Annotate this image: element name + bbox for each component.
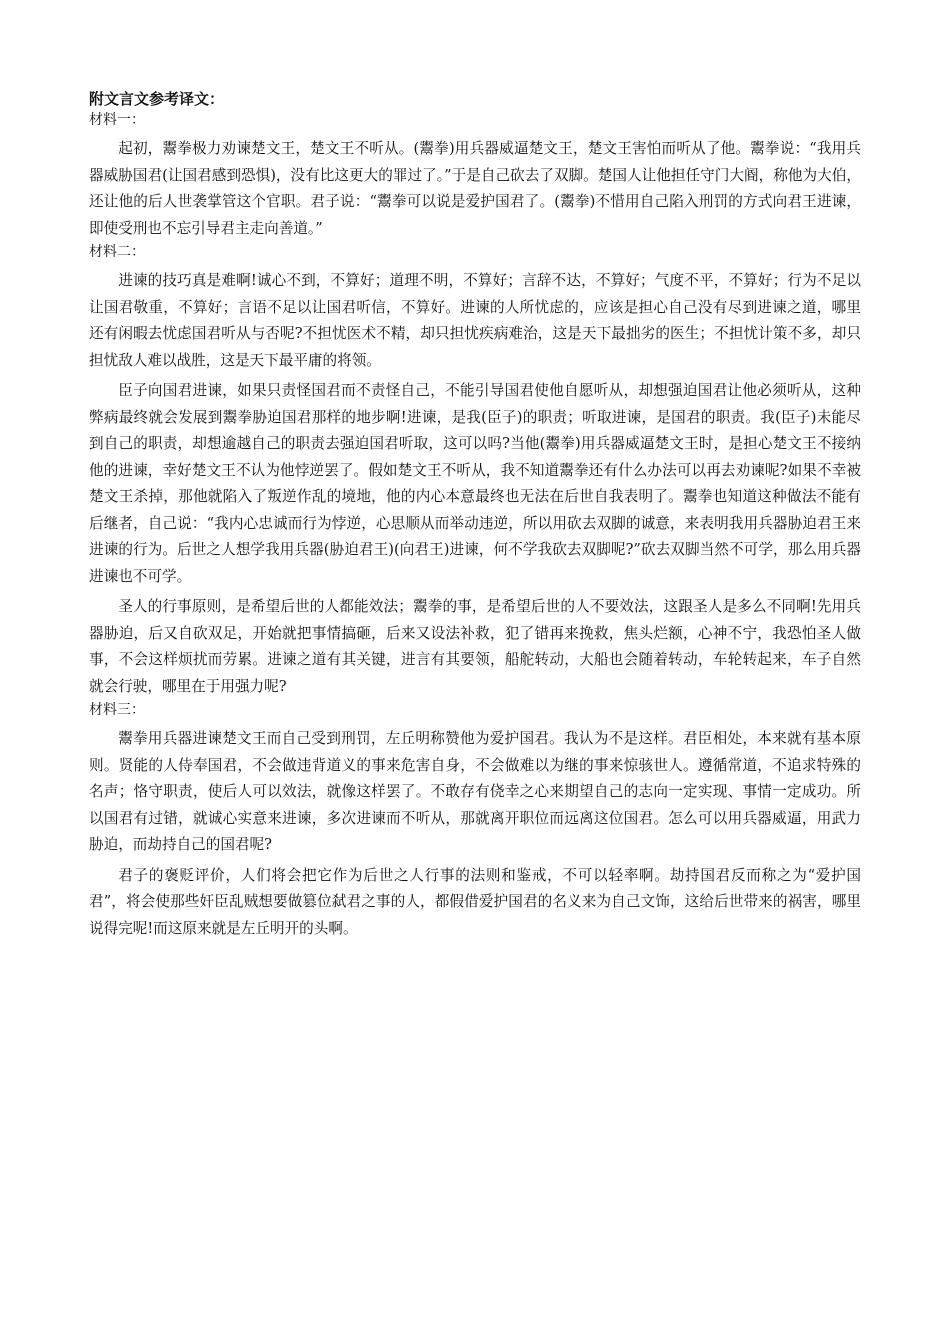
document-heading: 附文言文参考译文：	[89, 90, 225, 108]
section-material-1	[89, 110, 861, 242]
paragraph: 进谏的技巧真是难啊!诚心不到，不算好；道理不明，不算好；言辞不达，不算好；气度不平，不算好；行为不足以让国君敬重，不算好；言语不足以让国君听信，不算好。进谏的人所忧虑的，应该是担心自己没有尽到进谏之道，哪里还有闲暇去忧虑国君听从与否呢?不担忧医术不精，却只担忧疾病难治，这是天下最拙劣的医生；不担忧计策不多，却只担忧敌人难以战胜，这是天下最平庸的将领。	[89, 272, 861, 369]
section-label: 材料一：	[89, 112, 145, 128]
paragraph: 起初，鬻拳极力劝谏楚文王，楚文王不听从。(鬻拳)用兵器威逼楚文王，楚文王害怕而听从了他。鬻拳说：“我用兵器威胁国君(让国君感到恐惧)，没有比这更大的罪过了。”于是自己砍去了双脚。楚国人让他担任守门大阍，称他为大伯，还让他的后人世袭掌管这个官职。君子说：“鬻拳可以说是爱护国君了。(鬻拳)不惜用自己陷入刑罚的方式向君王进谏，即使受刑也不忘引导君主走向善道。”	[89, 140, 861, 237]
paragraph: 圣人的行事原则，是希望后世的人都能效法；鬻拳的事，是希望后世的人不要效法，这跟圣人是多么不同啊!先用兵器胁迫，后又自砍双足，开始就把事情搞砸，后来又设法补救，犯了错再来挽救，焦头烂额，心神不宁，我恐怕圣人做事，不会这样烦扰而劳累。进谏之道有其关键，进言有其要领，船舵转动，大船也会随着转动，车轮转起来，车子自然就会行驶，哪里在于用强力呢?	[89, 598, 861, 695]
section-material-3	[89, 700, 861, 942]
section-material-2	[89, 242, 861, 700]
section-label: 材料三：	[89, 702, 145, 718]
section-label: 材料二：	[89, 244, 145, 260]
paragraph: 臣子向国君进谏，如果只责怪国君而不责怪自己，不能引导国君使他自愿听从，却想强迫国君让他必须听从，这种弊病最终就会发展到鬻拳胁迫国君那样的地步啊!进谏，是我(臣子)的职责；听取进谏，是国君的职责。我(臣子)未能尽到自己的职责，却想逾越自己的职责去强迫国君听取，这可以吗?当他(鬻拳)用兵器威逼楚文王时，是担心楚文王不接纳他的进谏，幸好楚文王不认为他悖逆罢了。假如楚文王不听从，我不知道鬻拳还有什么办法可以再去劝谏呢?如果不幸被楚文王杀掉，那他就陷入了叛逆作乱的境地，他的内心本意最终也无法在后世自我表明了。鬻拳也知道这种做法不能有后继者，自己说：“我内心忠诚而行为悖逆，心思顺从而举动违逆，所以用砍去双脚的诚意，来表明我用兵器胁迫君王来进谏的行为。后世之人想学我用兵器(胁迫君王)(向君王)进谏，何不学我砍去双脚呢?”砍去双脚当然不可学，那么用兵器进谏也不可学。	[89, 382, 861, 585]
paragraph: 君子的褒贬评价，人们将会把它作为后世之人行事的法则和鉴戒，不可以轻率啊。劫持国君反而称之为“爱护国君”，将会使那些奸臣乱贼想要做篡位弑君之事的人，都假借爱护国君的名义来为自己文饰，这给后世带来的祸害，哪里说得完呢!而这原来就是左丘明开的头啊。	[89, 866, 861, 937]
paragraph: 鬻拳用兵器进谏楚文王而自己受到刑罚，左丘明称赞他为爱护国君。我认为不是这样。君臣相处，本来就有基本原则。贤能的人侍奉国君，不会做违背道义的事来危害自身，不会做难以为继的事来惊骇世人。遵循常道，不追求特殊的名声；恪守职责，使后人可以效法，就像这样罢了。不敢存有侥幸之心来期望自己的志向一定实现、事情一定成功。所以国君有过错，就诚心实意来进谏，多次进谏而不听从，那就离开职位而远离这位国君。怎么可以用兵器威逼，用武力胁迫，而劫持自己的国君呢?	[89, 730, 861, 853]
document-page	[89, 88, 861, 942]
